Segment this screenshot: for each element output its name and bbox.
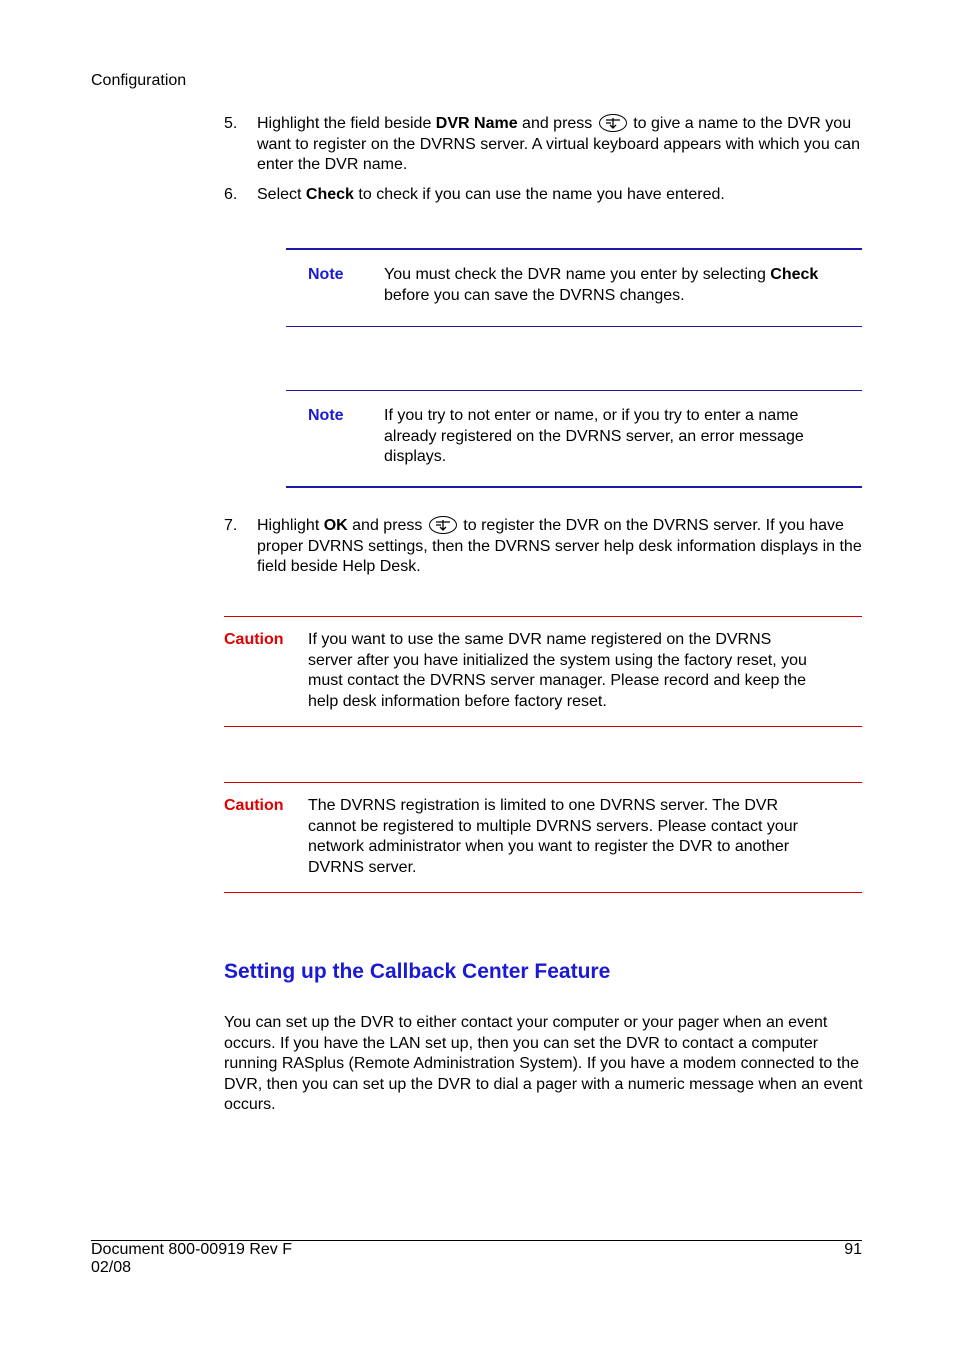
caution-text: If you want to use the same DVR name registered on the DVRNS server after you have initialized the system using the factory reset, you must contact the DVRNS server manager. Please record and keep the help desk information before factory reset. [308, 631, 807, 710]
enter-button-icon [429, 516, 457, 534]
note-bottom-rule [286, 326, 862, 327]
step-bold-term: DVR Name [435, 115, 518, 132]
step-text-part: to give a name to the DVR you want to register on the DVRNS server. A virtual keyboard appears with which you can enter the DVR name. [257, 115, 860, 173]
caution-text: The DVRNS registration is limited to one DVRNS server. The DVR cannot be registered to multiple DVRNS servers. Please contact your network administrator when you want to register the DVR to another DVRNS server. [308, 797, 799, 876]
caution-bottom-rule [224, 726, 862, 727]
note-top-rule [286, 390, 862, 391]
caution-top-rule [224, 782, 862, 783]
note-bold-term: Check [770, 266, 819, 283]
caution-bottom-rule [224, 892, 862, 893]
step-text-part: Highlight the field beside [257, 115, 436, 132]
caution-label: Caution [224, 797, 284, 814]
step-text [257, 516, 863, 578]
page-number: 91 [844, 1241, 862, 1258]
note-text [384, 265, 854, 306]
step-text [257, 114, 863, 176]
note-label: Note [308, 266, 344, 283]
note-text: If you try to not enter or name, or if you try to enter a name already registered on the DVRNS server, an error message displays. [384, 407, 804, 465]
section-body: You can set up the DVR to either contact your computer or your pager when an event occurs. If you have the LAN set up, then you can set the DVR to contact a computer running RASplus (Remote Administration System). If you have a modem connected to the DVR, then you can set up the DVR to dial a pager with a numeric message when an event occurs. [224, 1014, 863, 1113]
footer-document-number: Document 800-00919 Rev F [91, 1241, 292, 1258]
footer-date: 02/08 [91, 1259, 132, 1276]
step-number: 7. [224, 517, 238, 534]
step-bold-term: OK [323, 517, 348, 534]
note-bottom-rule [286, 486, 862, 488]
note-label: Note [308, 407, 344, 424]
step-text-part: to check if you can use the name you have entered. [353, 186, 725, 203]
step-text-part: and press [517, 115, 597, 132]
section-heading: Setting up the Callback Center Feature [224, 960, 611, 983]
step-text-part: and press [347, 517, 427, 534]
note-top-rule [286, 248, 862, 250]
note-text-part: before you can save the DVRNS changes. [384, 286, 685, 304]
step-number: 6. [224, 186, 238, 203]
step-text-part: Select [257, 186, 306, 203]
step-text-part: Highlight [257, 517, 324, 534]
note-text-part: You must check the DVR name you enter by selecting [384, 266, 771, 283]
caution-top-rule [224, 616, 862, 617]
step-text [257, 185, 863, 206]
step-text-part: to register the DVR on the DVRNS server. If you have proper DVRNS settings, then the DVRNS server help desk information displays in the field beside Help Desk. [257, 517, 862, 575]
step-number: 5. [224, 115, 238, 132]
enter-button-icon [599, 114, 627, 132]
step-bold-term: Check [305, 186, 354, 203]
running-header: Configuration [91, 72, 187, 89]
caution-label: Caution [224, 631, 284, 648]
